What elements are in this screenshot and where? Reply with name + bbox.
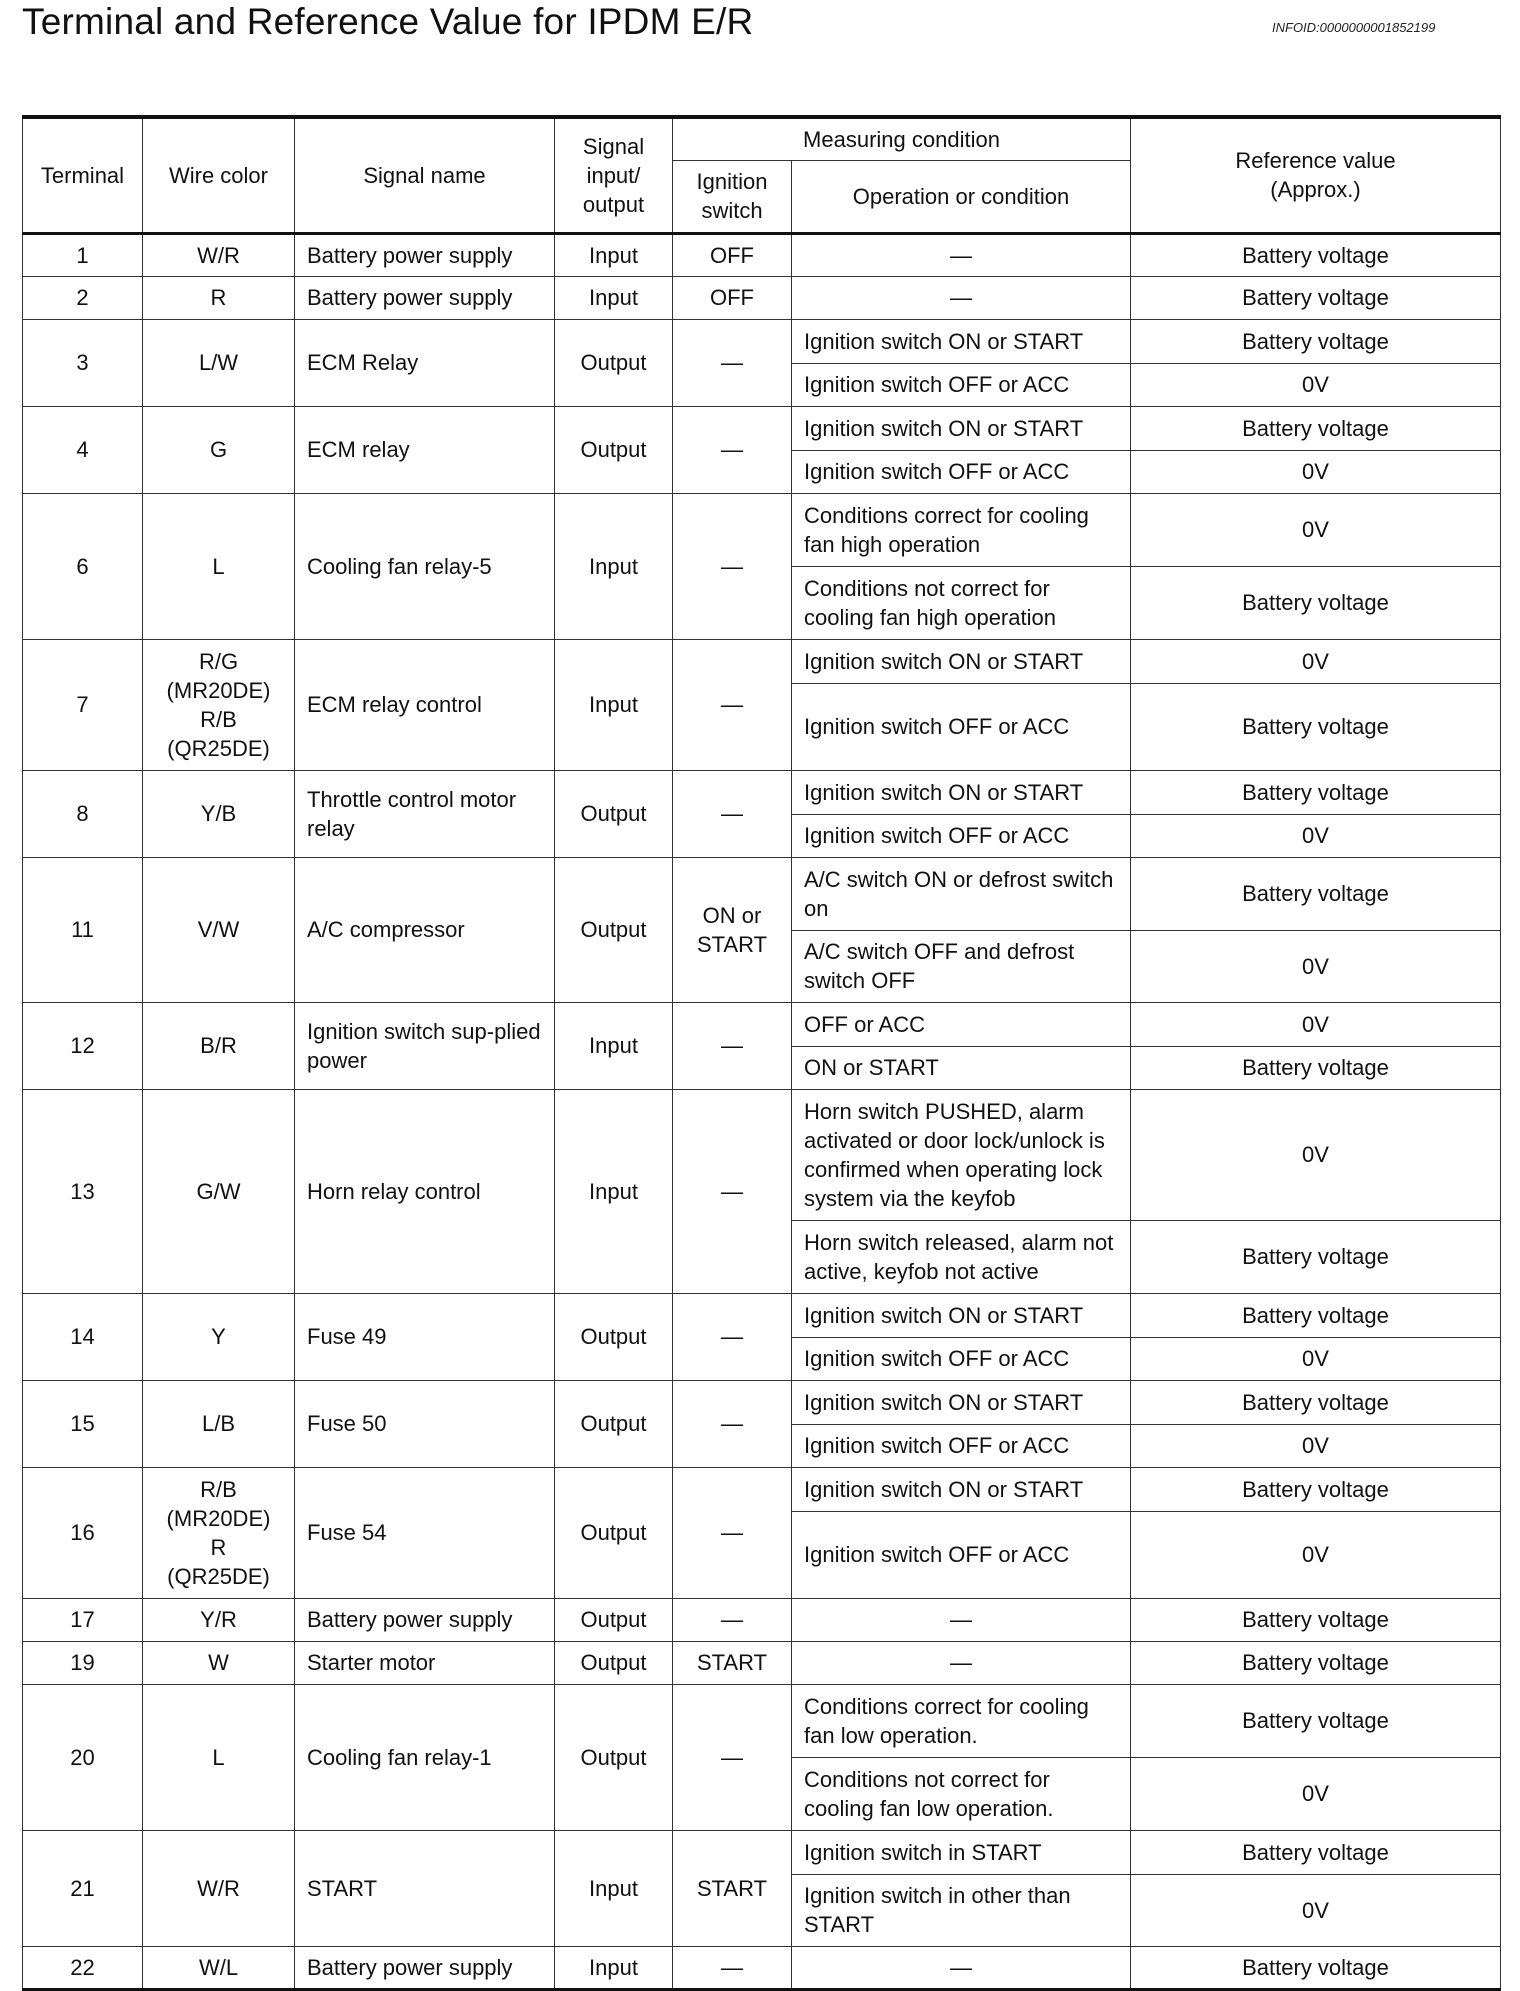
operation-cell: — <box>792 1598 1131 1641</box>
signal-name-cell: Starter motor <box>295 1641 555 1684</box>
reference-value-cell: Battery voltage <box>1131 319 1501 363</box>
header-wire-color: Wire color <box>143 117 295 233</box>
wire-color-line: L <box>212 553 225 579</box>
terminal-cell: 3 <box>23 319 143 406</box>
header-measuring-condition: Measuring condition <box>673 117 1131 160</box>
table-row <box>23 233 1501 276</box>
info-id: INFOID:0000000001852199 <box>1272 20 1436 35</box>
reference-value-cell: 0V <box>1131 493 1501 566</box>
reference-value-cell: 0V <box>1131 1337 1501 1380</box>
table-row <box>23 1380 1501 1424</box>
ignition-switch-cell: — <box>673 770 792 857</box>
operation-cell: Horn switch PUSHED, alarm activated or door lock/unlock is confirmed when operating lock system via the keyfob <box>792 1089 1131 1220</box>
wire-color-cell <box>143 276 295 319</box>
header-reference-value: Reference value (Approx.) <box>1131 117 1501 233</box>
table-row <box>23 319 1501 363</box>
wire-color-cell <box>143 1946 295 1989</box>
table-row <box>23 1089 1501 1220</box>
wire-color-line: R/G <box>198 648 239 674</box>
signal-io-cell: Output <box>555 1293 673 1380</box>
signal-name-cell: START <box>295 1830 555 1946</box>
ignition-switch-cell: OFF <box>673 276 792 319</box>
wire-color-line: Y/B <box>200 801 237 826</box>
wire-color-line: R <box>210 1534 227 1560</box>
wire-color-line: L/B <box>201 1411 236 1436</box>
reference-value-cell: Battery voltage <box>1131 233 1501 276</box>
reference-value-cell: Battery voltage <box>1131 683 1501 770</box>
reference-value-cell: 0V <box>1131 450 1501 493</box>
wire-color-line: B/R <box>200 1033 237 1058</box>
reference-value-cell: 0V <box>1131 639 1501 683</box>
signal-io-cell: Input <box>555 1946 673 1989</box>
ignition-switch-cell: START <box>673 1641 792 1684</box>
operation-cell: Ignition switch in other than START <box>792 1874 1131 1946</box>
wire-color-cell <box>143 639 295 770</box>
reference-value-cell: Battery voltage <box>1131 1946 1501 1989</box>
ignition-switch-cell: — <box>673 639 792 770</box>
reference-value-cell: Battery voltage <box>1131 1467 1501 1511</box>
operation-cell: — <box>792 233 1131 276</box>
signal-name-cell: Cooling fan relay-1 <box>295 1684 555 1830</box>
operation-cell: — <box>792 1946 1131 1989</box>
wire-color-line: (QR25DE) <box>167 735 270 761</box>
terminal-cell: 7 <box>23 639 143 770</box>
operation-cell: Ignition switch in START <box>792 1830 1131 1874</box>
wire-color-line: W/R <box>197 242 240 268</box>
reference-value-cell: Battery voltage <box>1131 1046 1501 1089</box>
wire-color-cell <box>143 1830 295 1946</box>
table-row <box>23 1293 1501 1337</box>
table-row <box>23 770 1501 814</box>
operation-cell: Ignition switch ON or START <box>792 1467 1131 1511</box>
ignition-switch-cell: — <box>673 406 792 493</box>
signal-name-cell: Battery power supply <box>295 276 555 319</box>
table-row <box>23 406 1501 450</box>
terminal-cell: 8 <box>23 770 143 857</box>
terminal-cell: 13 <box>23 1089 143 1293</box>
wire-color-line: R <box>210 285 227 310</box>
signal-name-cell: Battery power supply <box>295 233 555 276</box>
operation-cell: Ignition switch ON or START <box>792 1380 1131 1424</box>
reference-value-cell: 0V <box>1131 930 1501 1002</box>
signal-io-cell: Output <box>555 1467 673 1598</box>
ignition-switch-cell: — <box>673 319 792 406</box>
terminal-cell: 6 <box>23 493 143 639</box>
table-row <box>23 639 1501 683</box>
terminal-cell: 15 <box>23 1380 143 1467</box>
ignition-switch-cell: — <box>673 1293 792 1380</box>
signal-io-cell: Input <box>555 1830 673 1946</box>
signal-io-cell: Output <box>555 1641 673 1684</box>
terminal-cell: 11 <box>23 857 143 1002</box>
reference-value-cell: 0V <box>1131 1424 1501 1467</box>
reference-value-cell: Battery voltage <box>1131 406 1501 450</box>
terminal-cell: 2 <box>23 276 143 319</box>
ignition-switch-cell: OFF <box>673 233 792 276</box>
signal-io-cell: Input <box>555 233 673 276</box>
header-ignition-switch: Ignition switch <box>673 160 792 233</box>
ignition-switch-cell: — <box>673 1380 792 1467</box>
terminal-cell: 21 <box>23 1830 143 1946</box>
signal-name-cell: ECM relay control <box>295 639 555 770</box>
wire-color-cell <box>143 1002 295 1089</box>
operation-cell: A/C switch OFF and defrost switch OFF <box>792 930 1131 1002</box>
wire-color-line: (MR20DE) <box>166 1505 271 1531</box>
reference-value-cell: Battery voltage <box>1131 857 1501 930</box>
operation-cell: Ignition switch OFF or ACC <box>792 683 1131 770</box>
signal-io-cell: Output <box>555 1684 673 1830</box>
reference-value-cell: Battery voltage <box>1131 770 1501 814</box>
wire-color-cell <box>143 1641 295 1684</box>
reference-value-table <box>22 115 1501 1991</box>
wire-color-line: L/W <box>198 350 239 375</box>
signal-io-cell: Input <box>555 1089 673 1293</box>
wire-color-line: V/W <box>197 917 240 942</box>
wire-color-cell <box>143 1467 295 1598</box>
page-title: Terminal and Reference Value for IPDM E/R <box>22 1 754 42</box>
reference-value-cell: 0V <box>1131 1874 1501 1946</box>
terminal-cell: 19 <box>23 1641 143 1684</box>
operation-cell: Ignition switch OFF or ACC <box>792 363 1131 406</box>
signal-name-cell: Fuse 50 <box>295 1380 555 1467</box>
table-row <box>23 1002 1501 1046</box>
ignition-switch-cell: — <box>673 1598 792 1641</box>
ignition-switch-cell: ON or START <box>673 857 792 1002</box>
reference-value-cell: Battery voltage <box>1131 1641 1501 1684</box>
table-body <box>23 233 1501 1989</box>
reference-value-cell: Battery voltage <box>1131 1380 1501 1424</box>
wire-color-line: G <box>209 437 228 462</box>
operation-cell: Ignition switch ON or START <box>792 639 1131 683</box>
signal-io-cell: Output <box>555 1380 673 1467</box>
wire-color-cell <box>143 493 295 639</box>
wire-color-line: W/L <box>198 1954 239 1980</box>
table-row <box>23 857 1501 930</box>
signal-name-cell: ECM relay <box>295 406 555 493</box>
signal-io-cell: Input <box>555 276 673 319</box>
signal-io-cell: Output <box>555 319 673 406</box>
operation-cell: A/C switch ON or defrost switch on <box>792 857 1131 930</box>
reference-value-cell: 0V <box>1131 1757 1501 1830</box>
wire-color-cell <box>143 1089 295 1293</box>
signal-name-cell: Battery power supply <box>295 1946 555 1989</box>
wire-color-line: (QR25DE) <box>167 1563 270 1589</box>
signal-name-cell: Battery power supply <box>295 1598 555 1641</box>
wire-color-line: R/B <box>200 1476 237 1502</box>
ignition-switch-cell: — <box>673 1684 792 1830</box>
terminal-cell: 17 <box>23 1598 143 1641</box>
wire-color-cell <box>143 1598 295 1641</box>
signal-name-cell: Horn relay control <box>295 1089 555 1293</box>
operation-cell: Ignition switch ON or START <box>792 319 1131 363</box>
ignition-switch-cell: START <box>673 1830 792 1946</box>
operation-cell: Ignition switch OFF or ACC <box>792 1424 1131 1467</box>
operation-cell: Horn switch released, alarm not active, keyfob not active <box>792 1220 1131 1293</box>
reference-value-cell: Battery voltage <box>1131 1684 1501 1757</box>
signal-io-cell: Output <box>555 1598 673 1641</box>
signal-name-cell: Cooling fan relay-5 <box>295 493 555 639</box>
wire-color-cell <box>143 1293 295 1380</box>
header-operation: Operation or condition <box>792 160 1131 233</box>
operation-cell: Ignition switch OFF or ACC <box>792 814 1131 857</box>
terminal-cell: 16 <box>23 1467 143 1598</box>
terminal-cell: 4 <box>23 406 143 493</box>
operation-cell: ON or START <box>792 1046 1131 1089</box>
signal-name-cell: Fuse 54 <box>295 1467 555 1598</box>
operation-cell: Conditions correct for cooling fan low operation. <box>792 1684 1131 1757</box>
table-row <box>23 1830 1501 1874</box>
signal-name-cell: Fuse 49 <box>295 1293 555 1380</box>
signal-io-cell: Output <box>555 406 673 493</box>
header-terminal: Terminal <box>23 117 143 233</box>
reference-value-cell: 0V <box>1131 363 1501 406</box>
reference-value-cell: Battery voltage <box>1131 276 1501 319</box>
signal-io-cell: Input <box>555 1002 673 1089</box>
ignition-switch-cell: — <box>673 1089 792 1293</box>
wire-color-cell <box>143 1380 295 1467</box>
signal-io-cell: Output <box>555 770 673 857</box>
reference-value-cell: Battery voltage <box>1131 1830 1501 1874</box>
ignition-switch-cell: — <box>673 1002 792 1089</box>
terminal-cell: 20 <box>23 1684 143 1830</box>
header-signal-name: Signal name <box>295 117 555 233</box>
reference-value-cell: 0V <box>1131 814 1501 857</box>
wire-color-cell <box>143 233 295 276</box>
reference-value-cell: 0V <box>1131 1511 1501 1598</box>
operation-cell: Conditions not correct for cooling fan high operation <box>792 566 1131 639</box>
operation-cell: Ignition switch ON or START <box>792 1293 1131 1337</box>
reference-value-cell: Battery voltage <box>1131 566 1501 639</box>
wire-color-line: G/W <box>196 1178 241 1204</box>
operation-cell: Ignition switch OFF or ACC <box>792 1511 1131 1598</box>
wire-color-cell <box>143 1684 295 1830</box>
ignition-switch-cell: — <box>673 493 792 639</box>
wire-color-line: (MR20DE) <box>166 677 271 703</box>
table-row <box>23 1641 1501 1684</box>
terminal-cell: 12 <box>23 1002 143 1089</box>
wire-color-line: Y <box>211 1324 226 1349</box>
operation-cell: OFF or ACC <box>792 1002 1131 1046</box>
operation-cell: Ignition switch ON or START <box>792 770 1131 814</box>
wire-color-line: R/B <box>200 706 237 732</box>
operation-cell: Conditions correct for cooling fan high operation <box>792 493 1131 566</box>
operation-cell: — <box>792 276 1131 319</box>
wire-color-line: L <box>212 1744 225 1770</box>
signal-name-cell: A/C compressor <box>295 857 555 1002</box>
wire-color-line: W/R <box>197 1875 240 1901</box>
reference-value-cell: Battery voltage <box>1131 1293 1501 1337</box>
wire-color-line: W <box>208 1650 229 1675</box>
signal-name-cell: Ignition switch sup-plied power <box>295 1002 555 1089</box>
terminal-cell: 1 <box>23 233 143 276</box>
ignition-switch-cell: — <box>673 1467 792 1598</box>
terminal-cell: 14 <box>23 1293 143 1380</box>
table-row <box>23 1684 1501 1757</box>
reference-value-cell: 0V <box>1131 1089 1501 1220</box>
header-signal-io: Signal input/ output <box>555 117 673 233</box>
wire-color-cell <box>143 857 295 1002</box>
table-row <box>23 1467 1501 1511</box>
signal-name-cell: Throttle control motor relay <box>295 770 555 857</box>
signal-io-cell: Input <box>555 493 673 639</box>
operation-cell: — <box>792 1641 1131 1684</box>
wire-color-cell <box>143 406 295 493</box>
signal-io-cell: Input <box>555 639 673 770</box>
table-row <box>23 493 1501 566</box>
wire-color-cell <box>143 770 295 857</box>
terminal-cell: 22 <box>23 1946 143 1989</box>
reference-value-cell: 0V <box>1131 1002 1501 1046</box>
table-row <box>23 1598 1501 1641</box>
ignition-switch-cell: — <box>673 1946 792 1989</box>
table-row <box>23 276 1501 319</box>
table-row <box>23 1946 1501 1989</box>
signal-name-cell: ECM Relay <box>295 319 555 406</box>
operation-cell: Ignition switch ON or START <box>792 406 1131 450</box>
reference-value-cell: Battery voltage <box>1131 1598 1501 1641</box>
reference-value-cell: Battery voltage <box>1131 1220 1501 1293</box>
operation-cell: Conditions not correct for cooling fan low operation. <box>792 1757 1131 1830</box>
signal-io-cell: Output <box>555 857 673 1002</box>
wire-color-cell <box>143 319 295 406</box>
operation-cell: Ignition switch OFF or ACC <box>792 450 1131 493</box>
wire-color-line: Y/R <box>200 1607 237 1632</box>
operation-cell: Ignition switch OFF or ACC <box>792 1337 1131 1380</box>
